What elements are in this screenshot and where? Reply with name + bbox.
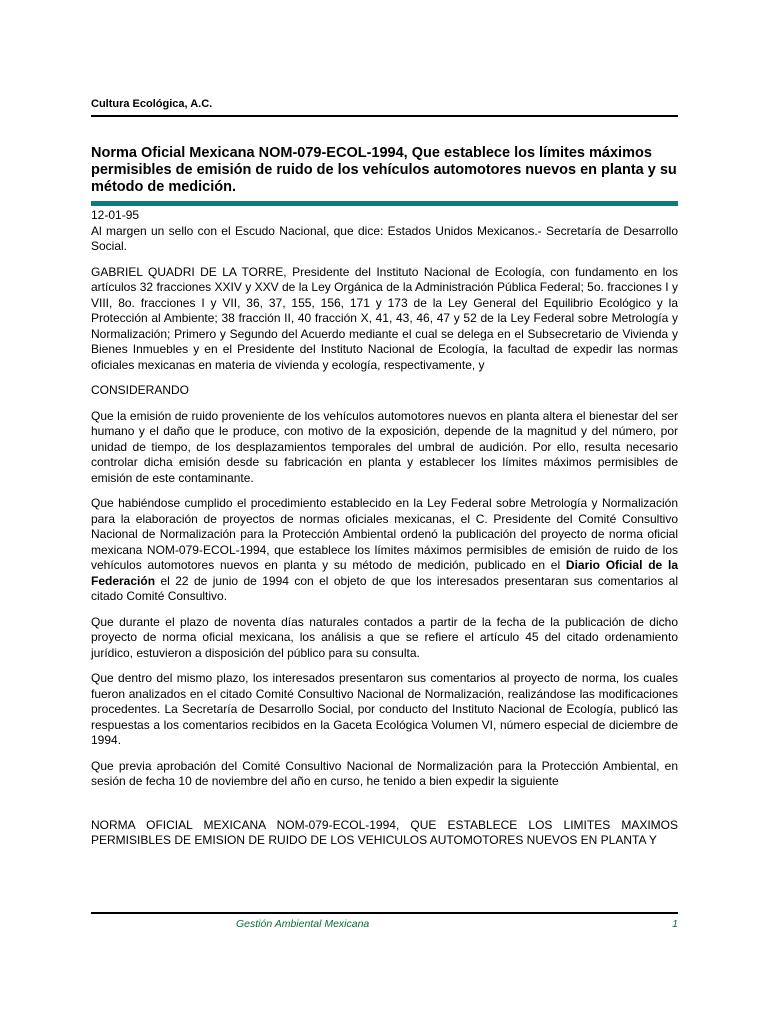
title-divider — [91, 201, 678, 206]
paragraph-authority: GABRIEL QUADRI DE LA TORRE, Presidente del Instituto Nacional de Ecología, con fundamento en los artículos 32 fracciones XXIV y XXV de la Ley Orgánica de la Administración Pública Federal; 5o. fracciones I y VIII, 8o. fracciones I y VII, 36, 37, 155, 156, 171 y 173 de la Ley General del Equilibrio Ecológico y la Protección al Ambiente; 38 fracción II, 40 fracción X, 41, 43, 46, 47 y 52 de la Ley Federal sobre Metrología y Normalización; Primero y Segundo del Acuerdo mediante el cual se delega en el Subsecretario de Vivienda y Bienes Inmuebles y en el Presidente del Instituto Nacional de Ecología, la facultad de expedir las normas oficiales mexicanas en materia de vivienda y ecología, respectivamente, y — [91, 264, 678, 372]
footer-divider — [91, 912, 678, 914]
paragraph-considerando: CONSIDERANDO — [91, 383, 190, 397]
paragraph-procedure-text-end: el 22 de junio de 1994 con el objeto de que los interesados presentaran sus comentarios al citado Comité Consultivo. — [91, 573, 678, 603]
header-organization: Cultura Ecológica, A.C. — [91, 98, 213, 110]
paragraph-noise-emission: Que la emisión de ruido proveniente de los vehículos automotores nuevos en planta altera el bienestar del ser humano y el daño que le produce, con motivo de la exposición, depende de la magnitud y del número, por unidad de tiempo, de los desplazamientos temporales del umbral de audición. Por ello, resulta necesario controlar dicha emisión desde su fabricación en planta y establecer los límites máximos permisibles de emisión de este contaminante. — [91, 408, 678, 485]
document-title: Norma Oficial Mexicana NOM-079-ECOL-1994, Que establece los límites máximos permisibles de emisión de ruido de los vehículos automotores nuevos en planta y su método de medición. — [91, 145, 677, 195]
paragraph-procedure — [91, 496, 678, 605]
paragraph-approval: Que previa aprobación del Comité Consultivo Nacional de Normalización para la Protección Ambiental, en sesión de fecha 10 de noviembre del año en curso, he tenido a bien expedir la siguiente — [91, 758, 678, 788]
header-divider — [91, 115, 678, 117]
document-body — [91, 208, 678, 859]
footer-publication: Gestión Ambiental Mexicana — [236, 918, 370, 930]
paragraph-public-consultation: Que durante el plazo de noventa días naturales contados a partir de la fecha de la publicación de dicho proyecto de norma oficial mexicana, los análisis a que se refiere el artículo 45 del citado ordenamiento jurídico, estuvieron a disposición del público para su consulta. — [91, 614, 678, 660]
diario-oficial-reference: Diario Oficial de la Federación — [91, 558, 678, 588]
paragraph-procedure-text-start: Que habiéndose cumplido el procedimiento establecido en la Ley Federal sobre Metrología y Normalización para la elaboración de proyectos de normas oficiales mexicanas, el C. Presidente del Comité Consultivo Nacional de Normalización para la Protección Ambiental ordenó la publicación del proyecto de norma oficial mexicana NOM-079-ECOL-1994, que establece los límites máximos permisibles de emisión de ruido de los vehículos automotores nuevos en planta y su método de medición, publicado en el — [91, 496, 678, 572]
paragraph-seal: Al margen un sello con el Escudo Nacional, que dice: Estados Unidos Mexicanos.- Secretaría de Desarrollo Social. — [91, 223, 678, 253]
footer-page-number: 1 — [672, 918, 678, 930]
document-date: 12-01-95 — [91, 208, 140, 222]
paragraph-comments: Que dentro del mismo plazo, los interesados presentaron sus comentarios al proyecto de norma, los cuales fueron analizados en el citado Comité Consultivo Nacional de Normalización, realizándose las modificaciones procedentes. La Secretaría de Desarrollo Social, por conducto del Instituto Nacional de Ecología, publicó las respuestas a los comentarios recibidos en la Gaceta Ecológica Volumen VI, número especial de diciembre de 1994. — [91, 671, 678, 747]
paragraph-norma-heading: NORMA OFICIAL MEXICANA NOM-079-ECOL-1994, QUE ESTABLECE LOS LIMITES MAXIMOS PERMISIBLES DE EMISION DE RUIDO DE LOS VEHICULOS AUTOMOTORES NUEVOS EN PLANTA Y — [91, 817, 678, 847]
